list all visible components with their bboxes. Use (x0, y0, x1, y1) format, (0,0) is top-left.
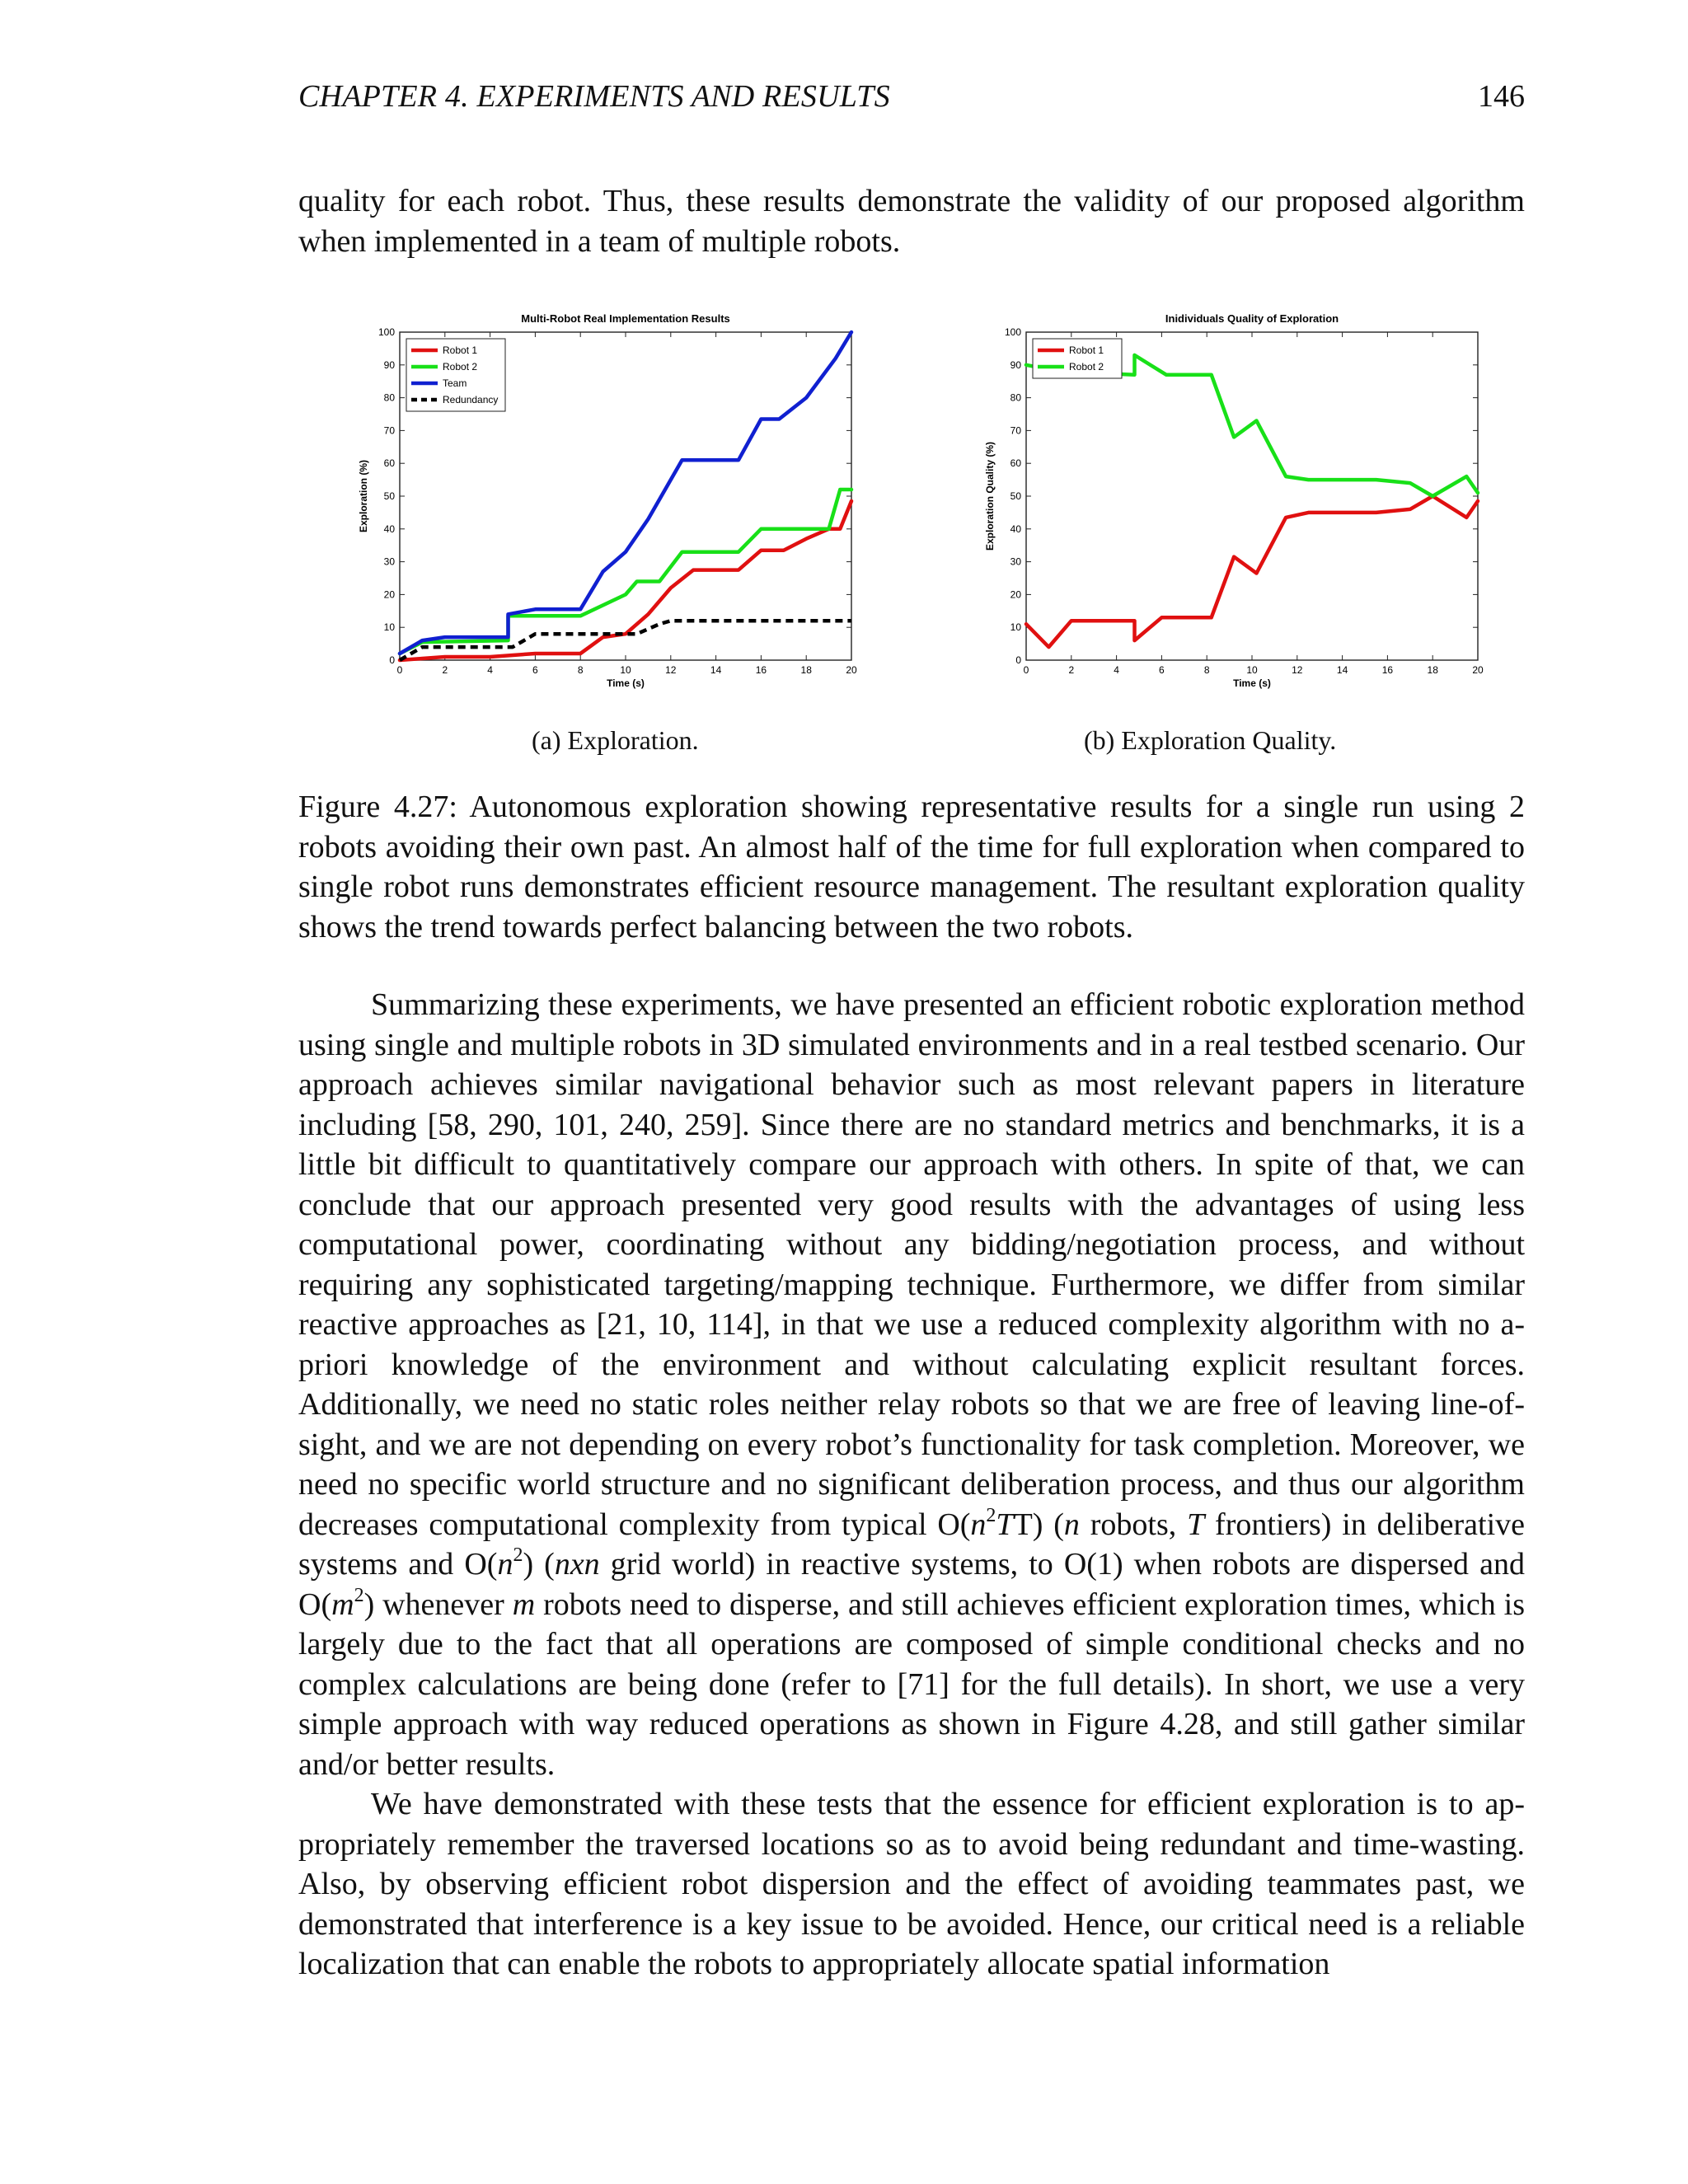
x-tick-label: 6 (1159, 664, 1165, 676)
legend-label: Robot 1 (443, 344, 478, 356)
x-tick-label: 0 (396, 664, 403, 676)
x-tick-label: 2 (1068, 664, 1075, 676)
subcaption-a: (a) Exploration. (532, 725, 699, 755)
x-tick-label: 18 (800, 664, 812, 676)
y-tick-label: 70 (383, 424, 395, 437)
y-tick-label: 60 (383, 457, 395, 470)
page-header (298, 78, 1525, 128)
y-tick-label: 100 (1004, 326, 1021, 338)
paragraph-summary: Summarizing these experiments, we have presented an efficient robotic exploration method using single and multiple robots in 3D simulated environments and in a real testbed scenario. Our approach achieves similar navigational behavior such as most relevant papers in literature including [58, 290, 101, 240, 259]. Since there are no standard metrics and benchmarks, it is a little bit difficult to quantitatively compare our approach with others. In spite of that, we can conclude that our approach presented very good results with the advantages of using less computational power, coordinating without any bidding/negotiation process, and without requiring any sophisticated targeting/mapping technique. Furthermore, we differ from similar reactive approaches as [21, 10, 114], in that we use a reduced complexity algorithm with no a-priori knowledge of the environment and without calculating explicit resultant forces. Additionally, we need no static roles neither relay robots so that we are free of leaving line-of-sight, and we are not depending on every robot’s functionality for task completion. Moreover, we need no specific world structure and no significant deliberation process, and thus our algorithm decreases computational complexity from typical $O(n^2TT)$ (n robots, T frontiers) in deliberative systems and $O(n^2)$ (nxn grid world) in reactive systems, to O(1) when robots are dispersed and $O(m^2)$ whenever m robots need to disperse, and still achieves efficient exploration times, which is largely due to the fact that all operations are composed of simple conditional checks and no complex calculations are being done (refer to [71] for the full details). In short, we use a very simple approach with way reduced operations as shown in Figure 4.28, and still gather similar and/or better results. (298, 987, 1525, 1782)
x-tick-label: 0 (1023, 664, 1029, 676)
legend-label: Robot 2 (1069, 361, 1104, 373)
chart-title: Multi-Robot Real Implementation Results (521, 312, 730, 325)
subcaption-b: (b) Exploration Quality. (1084, 725, 1337, 755)
figure-4-27 (346, 297, 1484, 725)
y-tick-label: 80 (1010, 391, 1021, 404)
x-axis-label: Time (s) (607, 677, 645, 689)
x-tick-label: 10 (620, 664, 631, 676)
y-tick-label: 0 (1015, 654, 1021, 666)
chart-exploration-quality (973, 297, 1484, 725)
y-tick-label: 70 (1010, 424, 1021, 437)
y-axis-label: Exploration Quality (%) (984, 441, 996, 551)
y-tick-label: 80 (383, 391, 395, 404)
y-tick-label: 50 (383, 490, 395, 502)
x-tick-label: 20 (846, 664, 857, 676)
y-tick-label: 50 (1010, 490, 1021, 502)
x-tick-label: 8 (577, 664, 584, 676)
y-tick-label: 40 (383, 523, 395, 535)
x-tick-label: 10 (1246, 664, 1258, 676)
x-tick-label: 20 (1472, 664, 1484, 676)
chart-exploration (346, 297, 857, 725)
legend-label: Robot 2 (443, 361, 478, 373)
y-tick-label: 20 (383, 588, 395, 601)
x-tick-label: 2 (442, 664, 448, 676)
x-tick-label: 4 (487, 664, 493, 676)
x-tick-label: 16 (755, 664, 767, 676)
y-tick-label: 60 (1010, 457, 1021, 470)
y-tick-label: 30 (1010, 555, 1021, 568)
paragraph-conclusion: We have demonstrated with these tests that the essence for efficient exploration is to appropriately remember the traversed locations so as to avoid being redundant and time-wasting. Also, by observing efficient robot dispersion and the effect of avoiding teammates past, we demonstrated that interference is a key issue to be avoided. Hence, our critical need is a reliable localization that can enable the robots to appropriately allocate spatial information (298, 1787, 1525, 1981)
x-tick-label: 12 (665, 664, 677, 676)
lead-paragraph: quality for each robot. Thus, these results demonstrate the validity of our proposed algorithm when implemented in a team of multiple robots. (298, 184, 1525, 259)
legend-label: Robot 1 (1069, 344, 1104, 356)
x-tick-label: 4 (1114, 664, 1119, 676)
running-head: CHAPTER 4. EXPERIMENTS AND RESULTS (298, 79, 890, 114)
y-tick-label: 10 (1010, 621, 1021, 634)
page-number: 146 (1478, 79, 1525, 114)
y-tick-label: 20 (1010, 588, 1021, 601)
chart-title: Inidividuals Quality of Exploration (1165, 312, 1339, 325)
y-tick-label: 30 (383, 555, 395, 568)
y-tick-label: 10 (383, 621, 395, 634)
figure-caption: Figure 4.27: Autonomous exploration showing representative results for a single run using 2 robots avoiding their own past. An almost half of the time for full exploration when compared to single robot runs demonstrates efficient resource management. The resultant exploration quality shows the trend towards perfect balancing between the two robots. (298, 790, 1525, 944)
y-tick-label: 90 (1010, 359, 1021, 371)
chart-exploration-quality-svg (973, 297, 1484, 725)
x-tick-label: 14 (710, 664, 722, 676)
y-axis-label: Exploration (%) (358, 459, 369, 533)
x-axis-label: Time (s) (1233, 677, 1271, 689)
y-tick-label: 0 (389, 654, 395, 666)
x-tick-label: 18 (1427, 664, 1438, 676)
plot-frame (1026, 332, 1478, 660)
y-tick-label: 40 (1010, 523, 1021, 535)
x-tick-label: 6 (532, 664, 538, 676)
chart-exploration-svg (346, 297, 857, 725)
x-tick-label: 8 (1203, 664, 1210, 676)
x-tick-label: 16 (1381, 664, 1394, 676)
legend-label: Redundancy (443, 394, 499, 405)
x-tick-label: 14 (1336, 664, 1348, 676)
y-tick-label: 90 (383, 359, 395, 371)
body-text (298, 985, 1525, 1985)
x-tick-label: 12 (1292, 664, 1303, 676)
legend-label: Team (443, 377, 467, 389)
y-tick-label: 100 (377, 326, 395, 338)
